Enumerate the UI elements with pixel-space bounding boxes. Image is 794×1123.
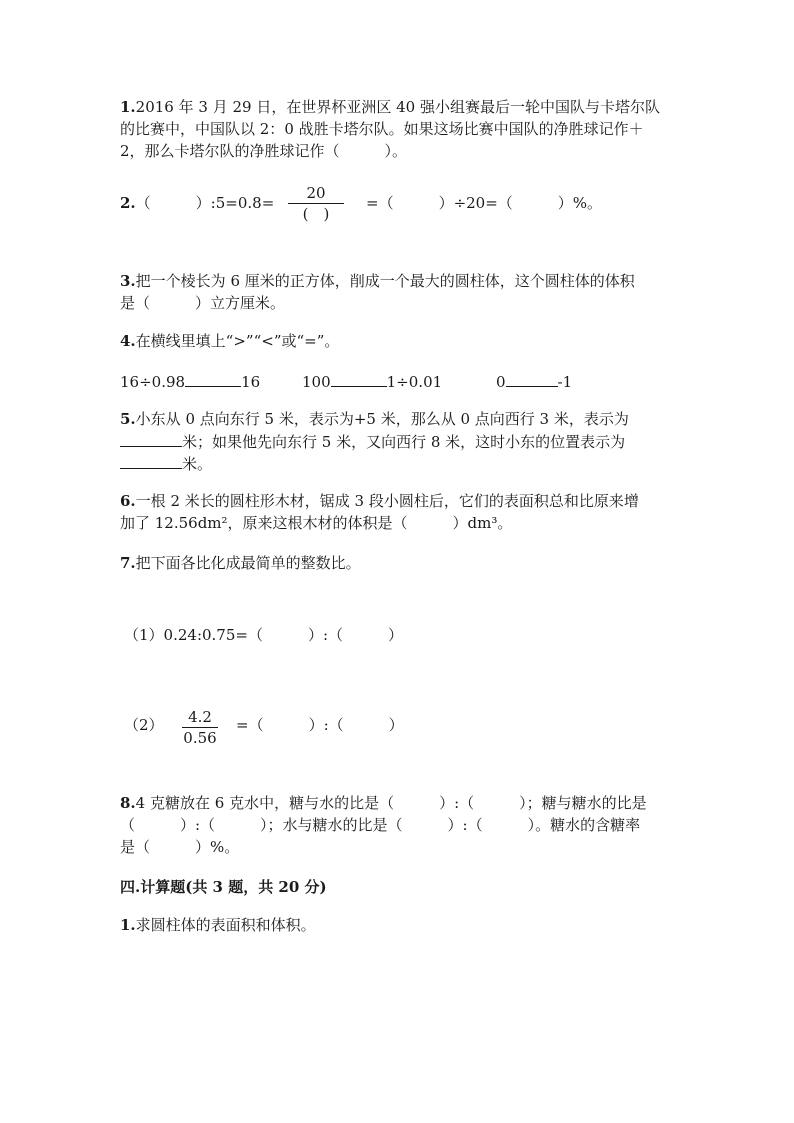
q5-line-3: [120, 452, 212, 475]
q6-number: 6.: [120, 492, 136, 510]
q3-line-2: 是（ ）立方厘米。: [120, 294, 286, 312]
q6-line-2: 加了 12.56dm²，原来这根木材的体积是（ ）dm³。: [120, 514, 513, 532]
q2-text-b: =（ ）÷20=（ ）%。: [366, 194, 603, 212]
answer-blank[interactable]: [120, 452, 182, 469]
q7-part-2-label: （2）: [124, 716, 164, 734]
q8-line-1: [120, 792, 647, 814]
q1-line-1: [120, 96, 660, 118]
q7-fraction-denominator: 0.56: [183, 729, 217, 747]
q7-part-1: （1）0.24:0.75=（ ）:（ ）: [124, 626, 404, 644]
q4-compare-2: [302, 370, 442, 393]
q1-number: 1.: [120, 98, 136, 116]
q8-text-1: 4 克糖放在 6 克水中，糖与水的比是（ ）:（ ）；糖与糖水的比是: [135, 794, 647, 812]
q2-text-a: （ ）:5=0.8=: [135, 194, 275, 212]
q7-number: 7.: [120, 554, 136, 572]
q4-c2-right: 1÷0.01: [386, 373, 443, 391]
answer-blank[interactable]: [331, 370, 387, 387]
q1-line-2: 的比赛中，中国队以 2：0 战胜卡塔尔队。如果这场比赛中国队的净胜球记作＋: [120, 120, 644, 138]
q1-text-1: 2016 年 3 月 29 日，在世界杯亚洲区 40 强小组赛最后一轮中国队与卡塔尔队: [135, 98, 660, 116]
q3-line-1: [120, 270, 635, 292]
answer-blank[interactable]: [506, 370, 558, 387]
q2-number: 2.: [120, 194, 136, 212]
q5-text-2: 米；如果他先向东行 5 米，又向西行 8 米，这时小东的位置表示为: [182, 433, 626, 451]
q5-line-2: [120, 430, 625, 453]
section-4-title: 四.计算题(共 3 题，共 20 分): [120, 878, 327, 896]
q8-line-2: （ ）:（ ）；水与糖水的比是（ ）:（ ）。糖水的含糖率: [120, 816, 641, 834]
s4q1-text-1: 求圆柱体的表面积和体积。: [135, 916, 316, 934]
q4-c3-left: 0: [496, 373, 506, 391]
q4-c1-right: 16: [241, 373, 261, 391]
q5-line-1: [120, 408, 629, 430]
q8-line-3: 是（ ）%。: [120, 838, 240, 856]
q1-line-3: 2，那么卡塔尔队的净胜球记作（ ）。: [120, 142, 408, 160]
q5-text-3: 米。: [182, 455, 213, 473]
q3-text-1: 把一个棱长为 6 厘米的正方体，削成一个最大的圆柱体，这个圆柱体的体积: [135, 272, 635, 290]
q7-line-1: [120, 552, 361, 574]
q6-text-1: 一根 2 米长的圆柱形木材，锯成 3 段小圆柱后，它们的表面积总和比原来增: [135, 492, 639, 510]
q7-text-1: 把下面各比化成最简单的整数比。: [135, 554, 361, 572]
q6-line-1: [120, 490, 639, 512]
s4q1-number: 1.: [120, 916, 136, 934]
q5-text-1: 小东从 0 点向东行 5 米，表示为+5 米，那么从 0 点向西行 3 米，表示为: [135, 410, 629, 428]
q7-part-2-rest: =（ ）:（ ）: [236, 716, 404, 734]
q4-c2-left: 100: [302, 373, 331, 391]
q8-number: 8.: [120, 794, 136, 812]
fraction-bar: [182, 727, 218, 728]
q2-line: [120, 192, 274, 214]
q4-line-1: [120, 330, 339, 352]
q2-fraction-denominator: ( ): [302, 205, 330, 223]
q2-fraction: [288, 184, 344, 223]
q4-text-1: 在横线里填上“>”“<”或“=”。: [135, 332, 340, 350]
q2-fraction-numerator: 20: [306, 184, 326, 202]
q5-number: 5.: [120, 410, 136, 428]
q4-compare-3: [496, 370, 572, 393]
q4-c3-right: -1: [557, 373, 573, 391]
answer-blank[interactable]: [120, 430, 182, 447]
q7-fraction: [182, 708, 218, 747]
q3-number: 3.: [120, 272, 136, 290]
q4-compare-1: [120, 370, 260, 393]
q4-c1-left: 16÷0.98: [120, 373, 186, 391]
s4q1-line-1: [120, 914, 316, 936]
answer-blank[interactable]: [185, 370, 241, 387]
q7-fraction-numerator: 4.2: [188, 708, 212, 726]
fraction-bar: [288, 203, 344, 204]
q4-number: 4.: [120, 332, 136, 350]
